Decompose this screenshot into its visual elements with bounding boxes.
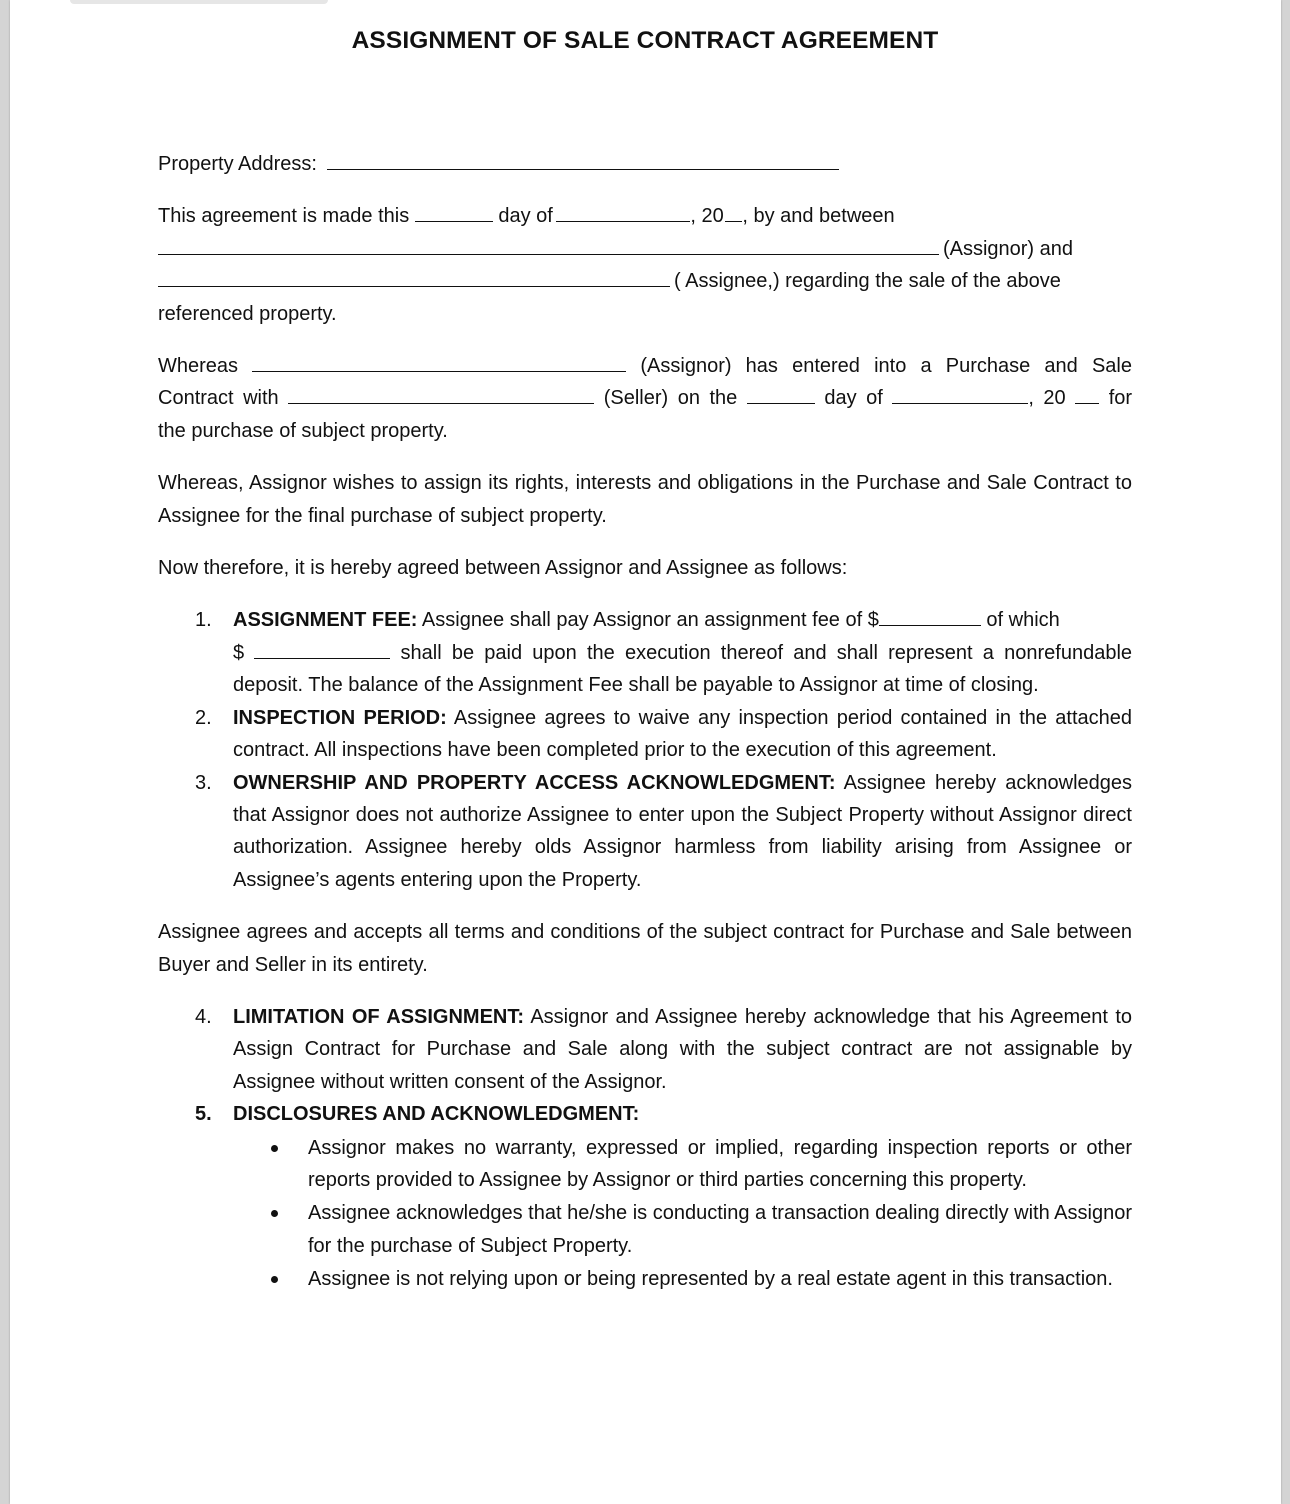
- list-item: Assignee acknowledges that he/she is conducting a transaction dealing directly with Assignor for the purchase of Subject Property.: [158, 1197, 1132, 1262]
- terms-list-1: [158, 604, 1132, 896]
- contract-month-blank[interactable]: [892, 384, 1028, 404]
- disclosures-bullets: [158, 1132, 1132, 1296]
- list-item: 4. LIMITATION OF ASSIGNMENT: Assignor and Assignee hereby acknowledge that his Agreement to Assign Contract for Purchase and Sale along with the subject contract are not assignable by Assignee without written consent of the Assignor.: [195, 1005, 1132, 1093]
- whereas-line-1: Whereas (Assignor) has entered into a Purchase and Sale: [158, 350, 1132, 382]
- document-content: [158, 26, 1132, 1296]
- list-item: 5. DISCLOSURES AND ACKNOWLEDGMENT:: [195, 1103, 640, 1126]
- month-blank[interactable]: [556, 202, 690, 222]
- terms-list-2: [158, 1001, 1132, 1131]
- bullet-icon: [271, 1210, 278, 1217]
- property-address-blank[interactable]: [327, 150, 839, 170]
- assignment-fee-line-1: ASSIGNMENT FEE: Assignee shall pay Assignor an assignment fee of $ of which: [233, 604, 1132, 636]
- fee-amount-blank[interactable]: [879, 606, 981, 626]
- day-blank[interactable]: [415, 202, 493, 222]
- intro-line-assignee: ( Assignee,) regarding the sale of the above: [158, 265, 1078, 297]
- assignment-fee-line-3: deposit. The balance of the Assignment Fee shall be payable to Assignor at time of closing.: [233, 674, 1039, 697]
- assignor-name-blank[interactable]: [158, 235, 939, 255]
- assignee-name-blank[interactable]: [158, 267, 670, 287]
- contract-day-blank[interactable]: [747, 384, 815, 404]
- deposit-amount-blank[interactable]: [254, 639, 390, 659]
- list-item: Assignee is not relying upon or being represented by a real estate agent in this transaction.: [158, 1263, 1132, 1295]
- whereas-line-3: the purchase of subject property.: [158, 419, 448, 442]
- acceptance-paragraph: Assignee agrees and accepts all terms and conditions of the subject contract for Purchase and Sale between Buyer and Seller in its entirety.: [158, 921, 1132, 976]
- document-page: [10, 0, 1281, 1504]
- document-title: ASSIGNMENT OF SALE CONTRACT AGREEMENT: [351, 27, 939, 54]
- intro-line-1: This agreement is made this day of , 20 , by and between: [158, 200, 1132, 232]
- seller-name-blank[interactable]: [288, 384, 594, 404]
- assignment-fee-line-2: $ shall be paid upon the execution thereof and shall represent a nonrefundable: [233, 637, 1132, 669]
- list-item: 3. OWNERSHIP AND PROPERTY ACCESS ACKNOWLEDGMENT: Assignee hereby acknowledges that Assignor does not authorize Assignee to enter upon the Subject Property without Assignor direct authorization. Assignee hereby olds Assignor harmless from liability arising from Assignee or Assignee’s agents entering upon the Property.: [195, 771, 1133, 891]
- viewer-tab-strip: [70, 0, 328, 4]
- intro-line-assignor: (Assignor) and: [158, 233, 1073, 265]
- whereas-assign-paragraph: Whereas, Assignor wishes to assign its rights, interests and obligations in the Purchase and Sale Contract to Assignee for the final purchase of subject property.: [158, 472, 1132, 527]
- intro-line-4: referenced property.: [158, 302, 337, 325]
- list-item: Assignor makes no warranty, expressed or implied, regarding inspection reports or other reports provided to Assignee by Assignor or third parties concerning this property.: [158, 1132, 1132, 1197]
- whereas-line-2: Contract with (Seller) on the day of , 20 for: [158, 382, 1132, 414]
- contract-year-blank[interactable]: [1075, 384, 1099, 404]
- whereas-assignor-blank[interactable]: [252, 352, 626, 372]
- list-item: 2. INSPECTION PERIOD: Assignee agrees to waive any inspection period contained in the attached contract. All inspections have been completed prior to the execution of this agreement.: [195, 706, 1132, 762]
- property-address-line: Property Address:: [158, 148, 1132, 180]
- bullet-icon: [271, 1145, 278, 1152]
- year-blank[interactable]: [725, 202, 742, 222]
- list-item: 1. ASSIGNMENT FEE: Assignee shall pay Assignor an assignment fee of $ of which $ shall be paid upon the execution thereof and shall represent a nonrefundable deposit. The balance of the Assignment Fee shall be payable to Assignor at time of closing.: [158, 604, 1132, 701]
- bullet-icon: [271, 1276, 278, 1283]
- now-therefore-paragraph: Now therefore, it is hereby agreed between Assignor and Assignee as follows:: [158, 557, 848, 580]
